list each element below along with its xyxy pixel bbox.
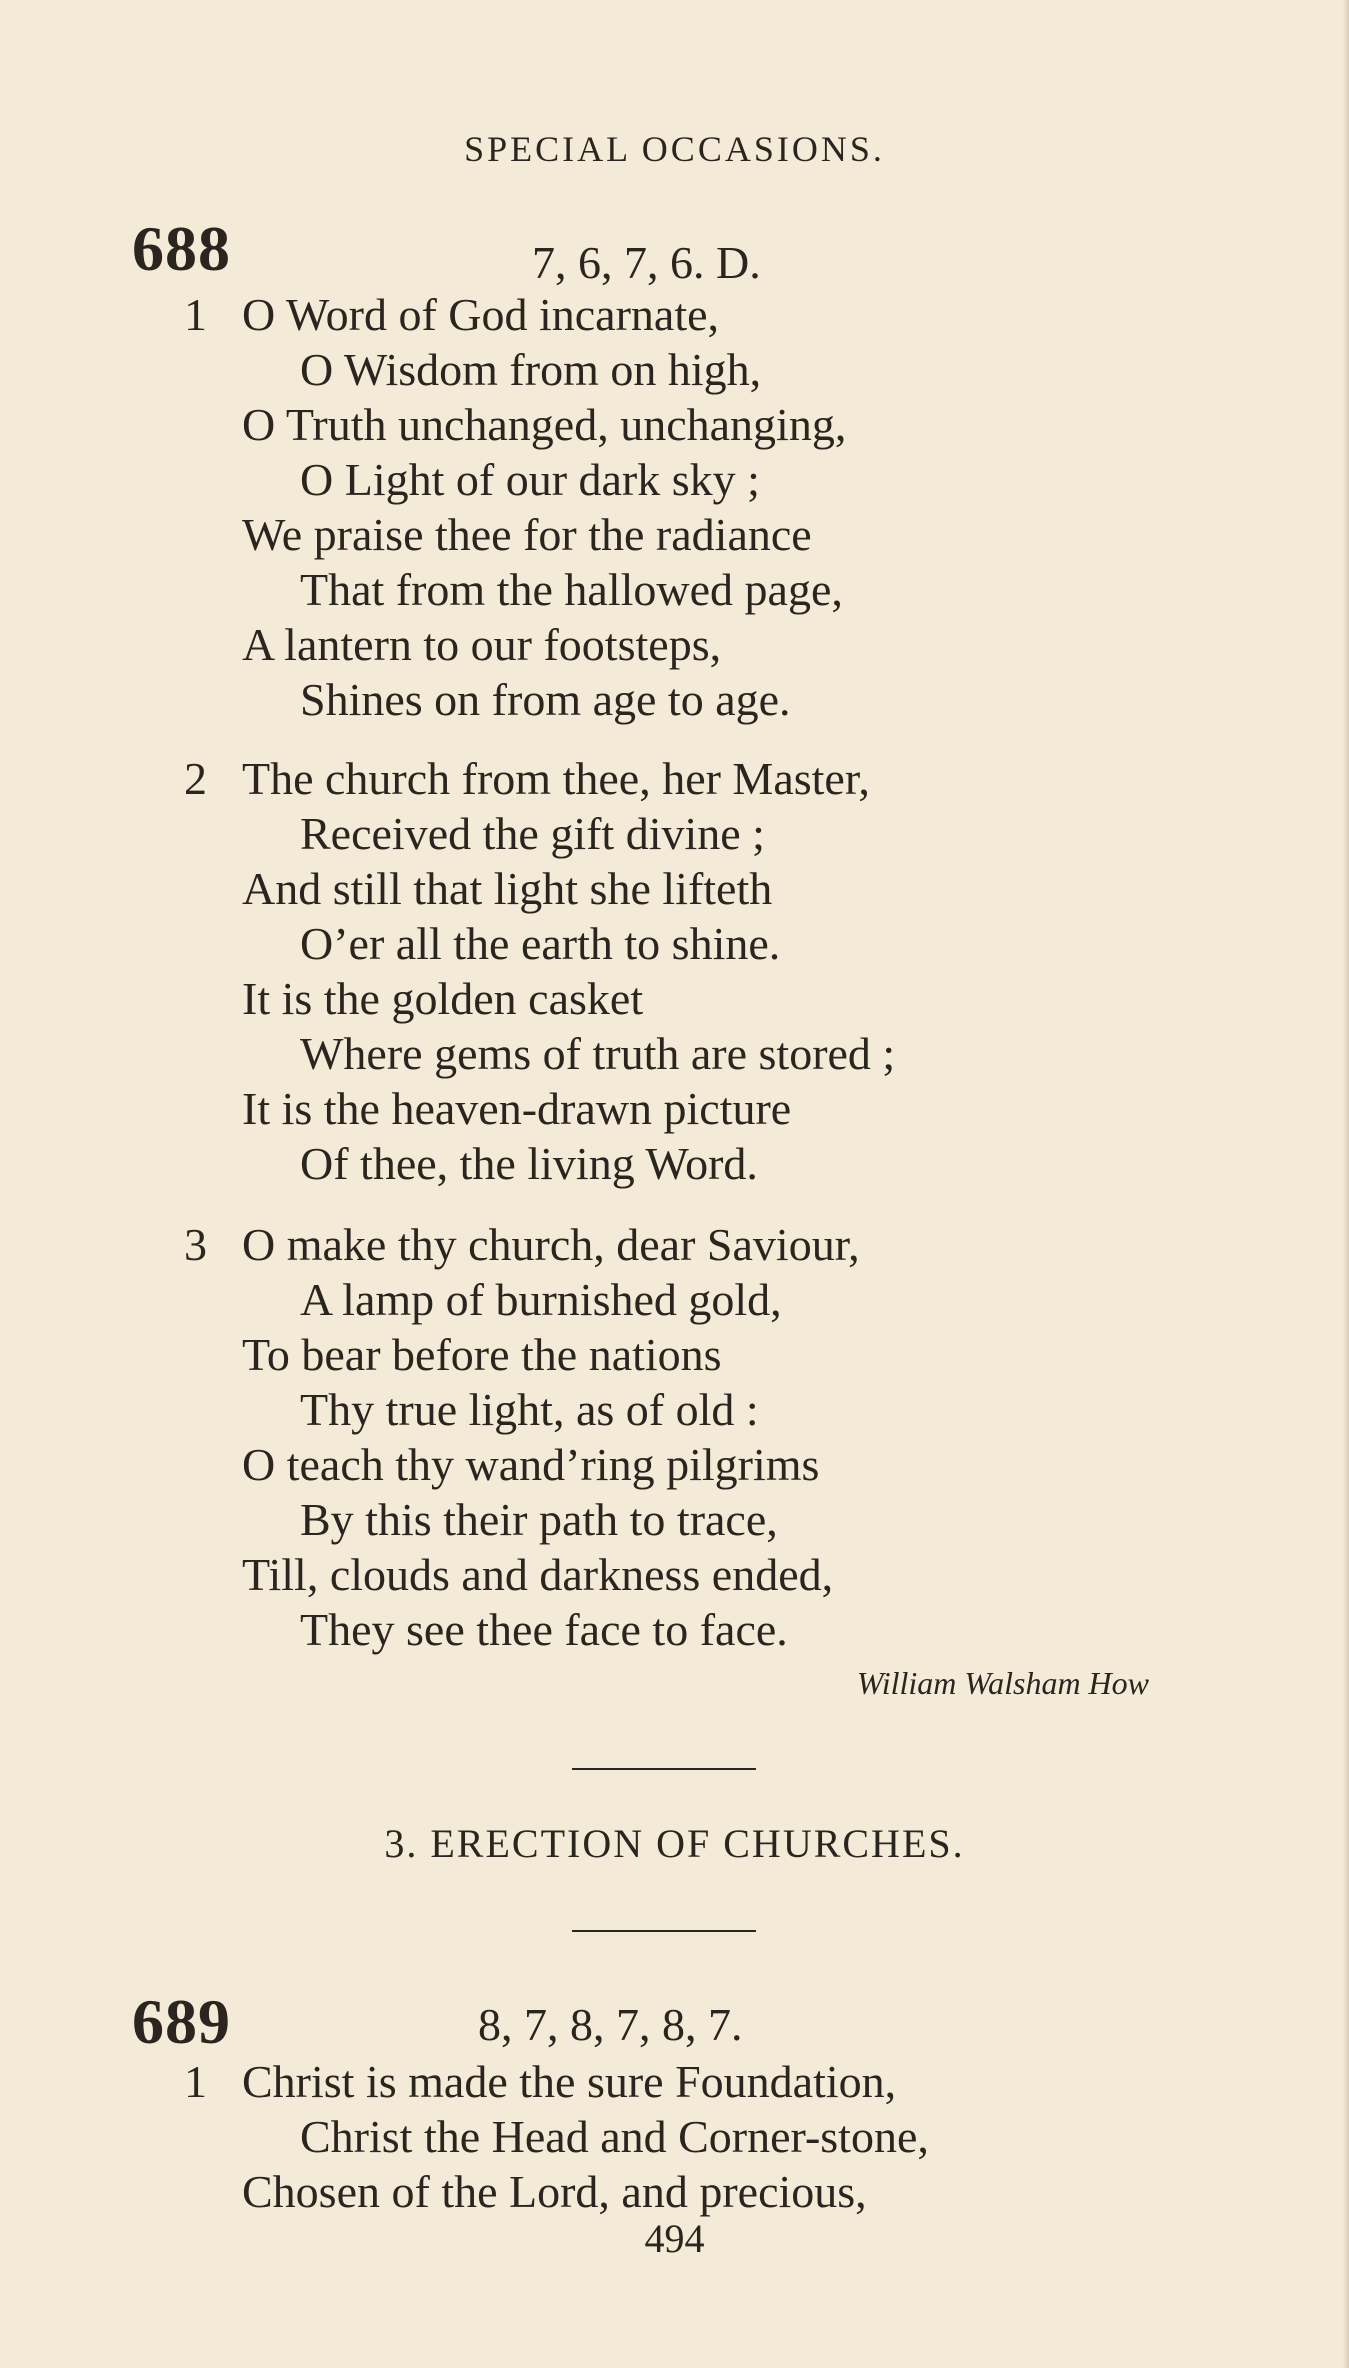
hymn-line: O Light of our dark sky ; xyxy=(300,454,760,505)
hymn-line: O Word of God incarnate, xyxy=(242,289,720,340)
page-number: 494 xyxy=(644,2216,705,2261)
section-rule-top xyxy=(572,1768,756,1770)
hymn-number-688: 688 xyxy=(132,213,231,284)
hymn-line: Christ the Head and Corner-stone, xyxy=(300,2111,929,2162)
hymn-line: Where gems of truth are stored ; xyxy=(300,1028,896,1079)
hymn-line: A lantern to our footsteps, xyxy=(242,619,722,670)
section-heading: 3. ERECTION OF CHURCHES. xyxy=(384,1821,965,1866)
hymn-line: To bear before the nations xyxy=(242,1329,722,1380)
hymn-line: By this their path to trace, xyxy=(300,1494,778,1545)
hymn-number-689: 689 xyxy=(132,1986,231,2057)
hymn-line: Of thee, the living Word. xyxy=(300,1138,758,1189)
hymn-line: Till, clouds and darkness ended, xyxy=(242,1549,834,1600)
verse-number: 1 xyxy=(184,2056,207,2107)
hymn-line: O Wisdom from on high, xyxy=(300,344,762,395)
hymn-line: We praise thee for the radiance xyxy=(242,509,812,560)
hymn-line: And still that light she lifteth xyxy=(242,863,773,914)
hymn-line: O teach thy wand’ring pilgrims xyxy=(242,1439,820,1490)
hymn-line: That from the hallowed page, xyxy=(300,564,843,615)
hymn-line: Received the gift divine ; xyxy=(300,808,765,859)
hymn-line: It is the golden casket xyxy=(242,973,644,1024)
hymn-line: It is the heaven-drawn picture xyxy=(242,1083,792,1134)
verse-number: 2 xyxy=(184,753,207,804)
hymn-line: O’er all the earth to shine. xyxy=(300,918,781,969)
hymn-meter-688: 7, 6, 7, 6. D. xyxy=(532,237,761,288)
section-rule-bottom xyxy=(572,1930,756,1932)
hymn-line: They see thee face to face. xyxy=(300,1604,788,1655)
hymn-line: Shines on from age to age. xyxy=(300,674,791,725)
hymn-line: Christ is made the sure Foundation, xyxy=(242,2056,897,2107)
hymn-meter-689: 8, 7, 8, 7, 8, 7. xyxy=(478,1999,743,2050)
hymn-line: O make thy church, dear Saviour, xyxy=(242,1219,860,1270)
hymn-line: A lamp of burnished gold, xyxy=(300,1274,782,1325)
running-head: SPECIAL OCCASIONS. xyxy=(464,129,885,169)
verse-number: 1 xyxy=(184,289,207,340)
hymn-line: Thy true light, as of old : xyxy=(300,1384,759,1435)
hymn-author: William Walsham How xyxy=(856,1665,1149,1701)
page-edge xyxy=(1343,0,1349,2368)
hymn-line: The church from thee, her Master, xyxy=(242,753,870,804)
hymn-line: Chosen of the Lord, and precious, xyxy=(242,2166,867,2217)
hymn-line: O Truth unchanged, unchanging, xyxy=(242,399,847,450)
verse-number: 3 xyxy=(184,1219,207,1270)
